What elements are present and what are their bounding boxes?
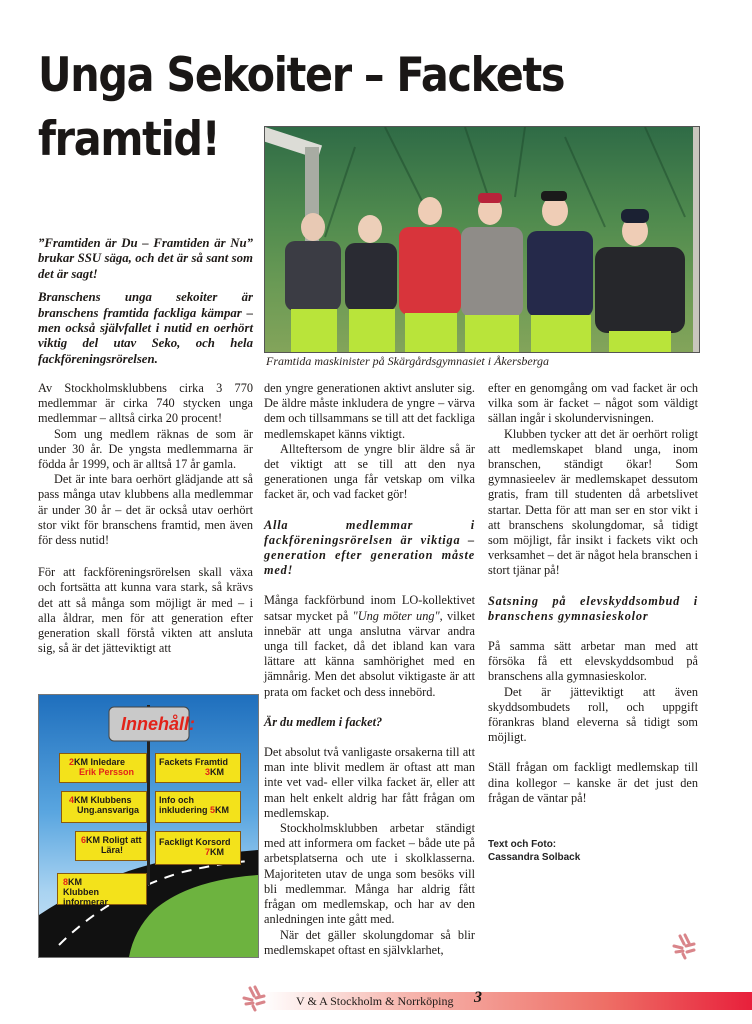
body-paragraph: Många fackförbund inom LO-kollektivet satsar mycket på "Ung möter ung", vilket innebär att unga anslutna värvar andra unga till facket, då det ibland kan vara lättare att känna samhörighet med en jämnårig. Men det absolut viktigaste är att prata om facket och dess innebörd. xyxy=(264,593,475,699)
body-paragraph: Klubben tycker att det är oerhört roligt att medlemskapet bland unga, inom branschen, ständigt ökar! Som gymnasieelev är medlemskapet dessutom gratis, fram till studenten då arbetslivet startar. Detta för att man ser en stor vikt i att branschens skolungdomar, så tidigt som möjligt, får insikt i fackets vikt och verksamhet – det är något hela branschen i stort tjänar på! xyxy=(488,426,698,578)
body-paragraph: den yngre generationen aktivt ansluter sig. De äldre måste inkludera de yngre – värva dem och tillsammans se till att det fackliga medlemskapet känns viktigt. xyxy=(264,381,475,441)
contents-item: 6KM Roligt att Lära! xyxy=(81,835,142,855)
group-photo-illustration xyxy=(265,127,699,352)
body-paragraph: efter en genomgång om vad facket är och vilka som är facket – något som väldigt sällan ingår i skolundervisningen. xyxy=(488,381,698,426)
byline xyxy=(488,838,580,864)
body-paragraph: Det är jätteviktigt att även skyddsombudets roll, och uppgift förankras bland eleverna så tidigt som möjligt. xyxy=(488,684,698,745)
contents-item: 2KM Inledare Erik Persson xyxy=(69,757,135,777)
contents-item: 4KM Klubbens Ung.ansvariga xyxy=(69,795,140,815)
body-paragraph: Ställ frågan om fackligt medlemskap till dina kollegor – kanske är det just den frågan de väntar på! xyxy=(488,760,698,805)
seko-logo-icon xyxy=(240,984,268,1012)
column-2 xyxy=(264,381,475,958)
lead-quote: ”Framtiden är Du – Framtiden är Nu” brukar SSU säga, och det är så sant som det är sagt! xyxy=(38,236,253,281)
column-1 xyxy=(38,381,253,656)
body-paragraph: På samma sätt arbetar man med att försöka få ett elevskyddsombud på branschens alla gymnasieskolor. xyxy=(488,639,698,684)
byline-label: Text och Foto: xyxy=(488,839,557,850)
body-paragraph: Det är inte bara oerhört glädjande att så pass många utav klubbens alla medlemmar är under 30 år – det är också utav oerhört stor vikt för branschens framtid, men även för dess nutid! xyxy=(38,472,253,548)
body-paragraph: Av Stockholmsklubbens cirka 3 770 medlemmar är cirka 740 stycken unga medlemmar – alltså cirka 20 procent! xyxy=(38,381,253,426)
section-heading: Alla medlemmar i fackföreningsrörelsen är viktiga – generation efter generation måste med! xyxy=(264,517,475,578)
body-paragraph: Som ung medlem räknas de som är under 30 år. De yngsta medlemmarna är födda år 1999, och är alltså 17 år gamla. xyxy=(38,426,253,472)
section-heading: Satsning på elevskyddsombud i branschens gymnasieskolor xyxy=(488,593,698,623)
byline-name: Cassandra Solback xyxy=(488,852,581,863)
body-paragraph: För att fackföreningsrörelsen skall växa och fortsätta att kunna vara stark, så krävs det att så många som möjligt är med – i alla åldrar, men för att generation efter generation skall förstå vikten att ansluta sig, så är det jätteviktigt att xyxy=(38,565,253,656)
ung-moter-ung-quote: "Ung möter ung" xyxy=(352,608,440,623)
contents-item: 8KM Klubben informerar xyxy=(63,877,109,907)
section-heading: Är du medlem i facket? xyxy=(264,714,383,729)
body-paragraph: Allteftersom de yngre blir äldre så är det viktigt att se till att den nya generationen unga får vetskap om vilka facket är, och vad facket gör! xyxy=(264,441,475,502)
contents-heading: Innehåll: xyxy=(121,714,196,734)
page-number: 3 xyxy=(474,989,482,1006)
contents-item: Fackets Framtid 3KM xyxy=(159,757,229,777)
body-paragraph: Det absolut två vanligaste orsakerna till att man inte blivit medlem är oftast att man inte vet vad- eller vilka facket är, eller att man helt enkelt aldrig har fått frågan om medlemskap. xyxy=(264,745,475,820)
group-photo xyxy=(264,126,700,353)
photo-caption: Framtida maskinister på Skärgårdsgymnasiet i Åkersberga xyxy=(266,354,549,368)
column-3 xyxy=(488,381,698,806)
lead-paragraphs xyxy=(38,236,253,375)
seko-logo-icon xyxy=(670,932,698,960)
contents-item: Info och inkludering 5KM xyxy=(159,795,230,815)
footer-publication: V & A Stockholm & Norrköping xyxy=(296,994,454,1008)
body-paragraph: När det gäller skolungdomar så blir medlemskapet oftast en självklarhet, xyxy=(264,927,475,957)
contents-item: Fackligt Korsord 7KM xyxy=(159,837,231,857)
contents-graphic xyxy=(38,694,259,958)
page-title: Unga Sekoiter – Fackets framtid! xyxy=(38,48,565,167)
body-paragraph: Stockholmsklubben arbetar ständigt med att informera om facket – både ute på arbetsplatserna och ute i skolklasserna. Majoriteten utav de unga som besöks vill bli medlemmar. Många har aldrig fått frågan om medlemskap, och har av den anledningen inte gått med. xyxy=(264,821,475,927)
lead-intro: Branschens unga sekoiter är branschens framtida fackliga kämpar – men också självfallet i nutid en oerhört viktig del utav Seko, och hela fackföreningsrörelsen. xyxy=(38,290,253,366)
